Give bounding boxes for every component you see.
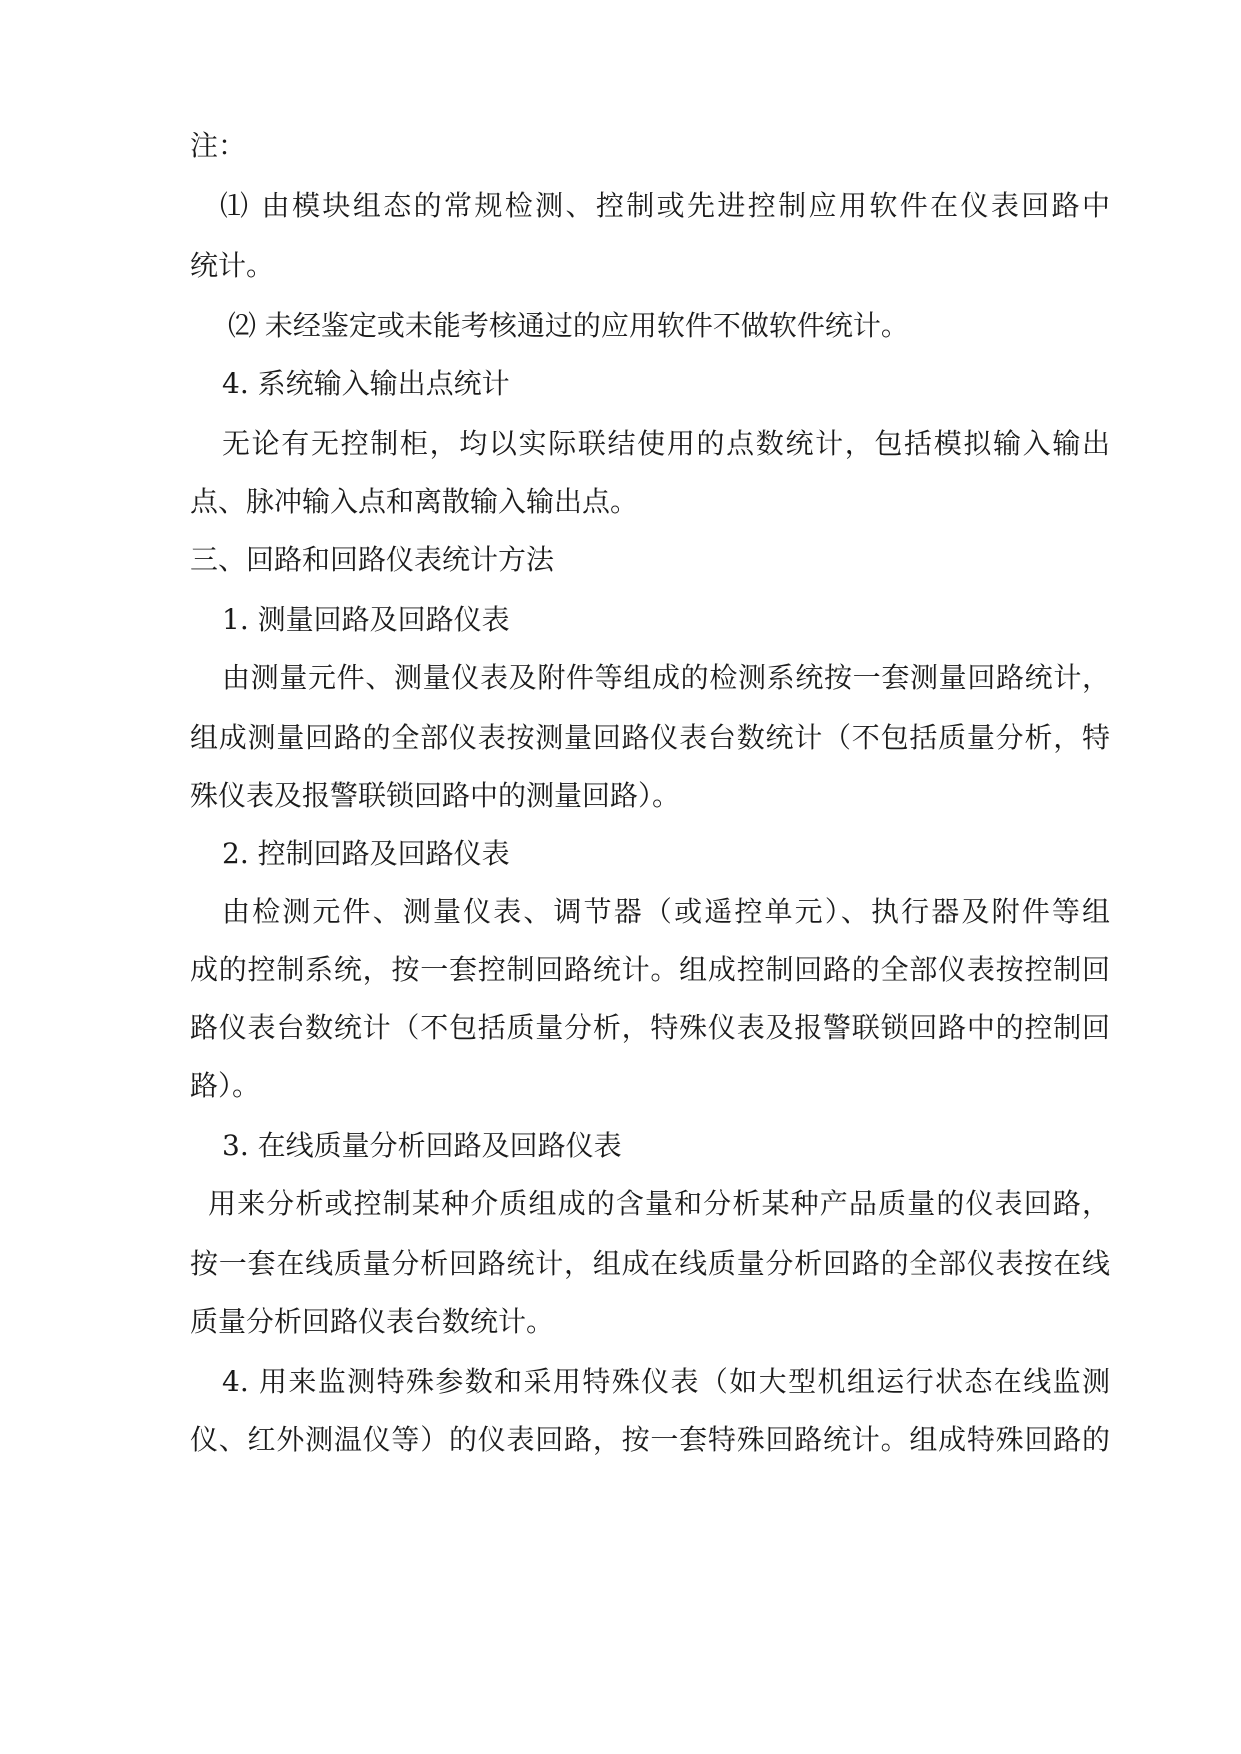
paragraph-quality-line-3: 质量分析回路仪表台数统计。: [190, 1305, 555, 1338]
paragraph-quality-line-2: 按一套在线质量分析回路统计，组成在线质量分析回路的全部仪表按在线: [190, 1247, 1110, 1280]
paragraph-special-line-2: 仪、红外测温仪等）的仪表回路，按一套特殊回路统计。组成特殊回路的: [190, 1423, 1110, 1456]
paragraph-io-line-2: 点、脉冲输入点和离散输入输出点。: [190, 485, 639, 518]
subheading-1-measurement-loop: 1. 测量回路及回路仪表: [222, 603, 510, 636]
subheading-4-io-points: 4. 系统输入输出点统计: [222, 367, 510, 400]
paragraph-io-line-1: 无论有无控制柜，均以实际联结使用的点数统计，包括模拟输入输出: [222, 427, 1110, 460]
paragraph-control-line-3: 路仪表台数统计（不包括质量分析，特殊仪表及报警联锁回路中的控制回: [190, 1011, 1110, 1044]
section-heading-3: 三、回路和回路仪表统计方法: [190, 543, 555, 576]
paragraph-control-line-2: 成的控制系统，按一套控制回路统计。组成控制回路的全部仪表按控制回: [190, 953, 1110, 986]
note-item-2: ⑵ 未经鉴定或未能考核通过的应用软件不做软件统计。: [228, 309, 909, 342]
paragraph-quality-line-1: 用来分析或控制某种介质组成的含量和分析某种产品质量的仪表回路，: [208, 1187, 1110, 1220]
note-item-1-line-2: 统计。: [190, 249, 275, 282]
subheading-2-control-loop: 2. 控制回路及回路仪表: [222, 837, 510, 870]
note-item-1-line-1: ⑴ 由模块组态的常规检测、控制或先进控制应用软件在仪表回路中: [220, 189, 1110, 222]
paragraph-measurement-line-3: 殊仪表及报警联锁回路中的测量回路）。: [190, 779, 681, 812]
paragraph-measurement-line-1: 由测量元件、测量仪表及附件等组成的检测系统按一套测量回路统计，: [222, 661, 1110, 694]
paragraph-control-line-4: 路）。: [190, 1069, 261, 1102]
paragraph-measurement-line-2: 组成测量回路的全部仪表按测量回路仪表台数统计（不包括质量分析，特: [190, 721, 1110, 754]
paragraph-control-line-1: 由检测元件、测量仪表、调节器（或遥控单元）、执行器及附件等组: [222, 895, 1110, 928]
note-heading: 注：: [190, 129, 247, 162]
paragraph-special-line-1: 4. 用来监测特殊参数和采用特殊仪表（如大型机组运行状态在线监测: [222, 1365, 1110, 1398]
subheading-3-quality-loop: 3. 在线质量分析回路及回路仪表: [222, 1129, 622, 1162]
